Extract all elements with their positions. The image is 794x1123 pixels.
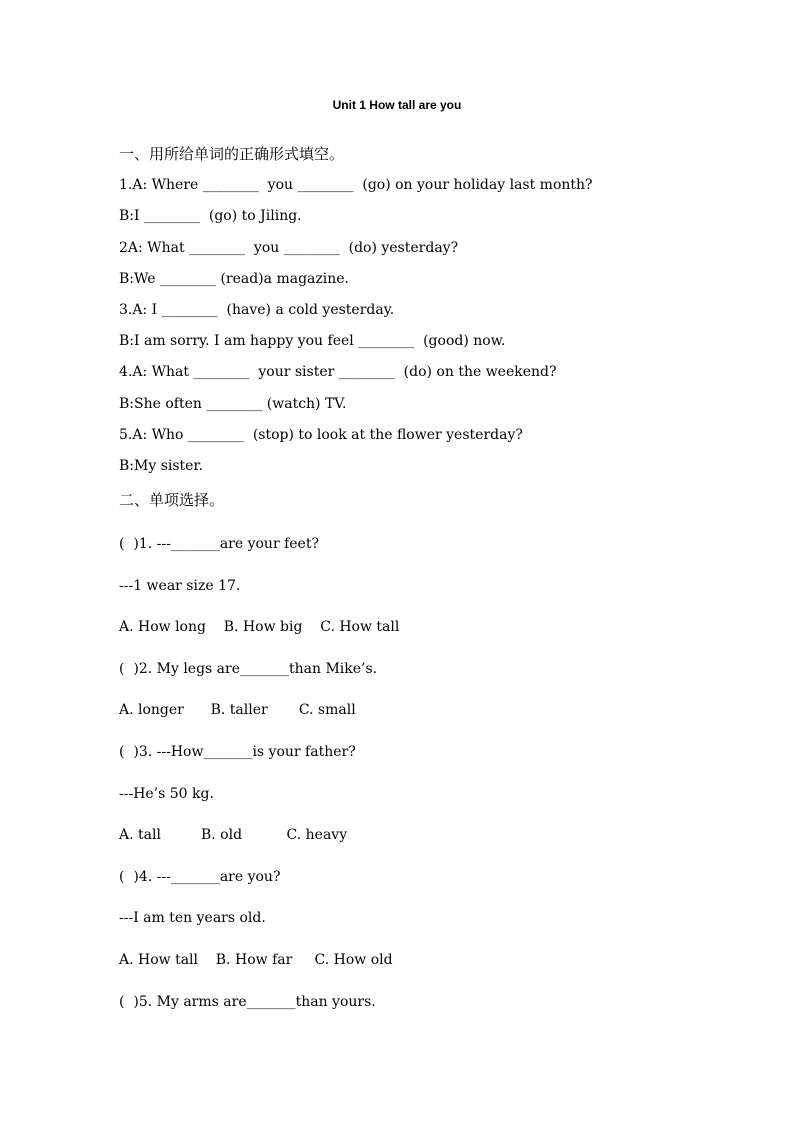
- choice-question: ( )2. My legs are_______than Mike’s.: [119, 661, 378, 677]
- choice-question: ( )5. My arms are_______than yours.: [119, 994, 376, 1010]
- fill-blank-line: 1.A: Where ________ you ________ (go) on your holiday last month?: [119, 177, 593, 193]
- choice-options: A. tall B. old C. heavy: [119, 827, 348, 843]
- choice-line: ---I am ten years old.: [119, 910, 266, 926]
- choice-question: ( )3. ---How_______is your father?: [119, 744, 356, 760]
- choice-options: A. longer B. taller C. small: [119, 702, 356, 718]
- fill-blank-line: 3.A: I ________ (have) a cold yesterday.: [119, 302, 395, 318]
- fill-blank-line: 4.A: What ________ your sister ________ (do) on the weekend?: [119, 364, 557, 380]
- choice-question: ( )1. ---_______are your feet?: [119, 536, 319, 552]
- section1-heading: 一、用所给单词的正确形式填空。: [119, 145, 345, 163]
- page-title: Unit 1 How tall are you: [332, 98, 462, 112]
- fill-blank-line: B:We ________ (read)a magazine.: [119, 271, 349, 287]
- choice-question: ( )4. ---_______are you?: [119, 869, 281, 885]
- choice-options: A. How tall B. How far C. How old: [119, 952, 393, 968]
- choice-options: A. How long B. How big C. How tall: [119, 619, 400, 635]
- fill-blank-line: B:I am sorry. I am happy you feel ________ (good) now.: [119, 333, 506, 349]
- choice-line: ---1 wear size 17.: [119, 578, 241, 594]
- fill-blank-line: B:I ________ (go) to Jiling.: [119, 208, 302, 224]
- fill-blank-line: B:She often ________ (watch) TV.: [119, 396, 347, 412]
- section2-heading: 二、单项选择。: [119, 491, 225, 509]
- fill-blank-line: 2A: What ________ you ________ (do) yesterday?: [119, 240, 459, 256]
- choice-line: ---He’s 50 kg.: [119, 786, 214, 802]
- fill-blank-line: B:My sister.: [119, 458, 204, 474]
- fill-blank-line: 5.A: Who ________ (stop) to look at the flower yesterday?: [119, 427, 523, 443]
